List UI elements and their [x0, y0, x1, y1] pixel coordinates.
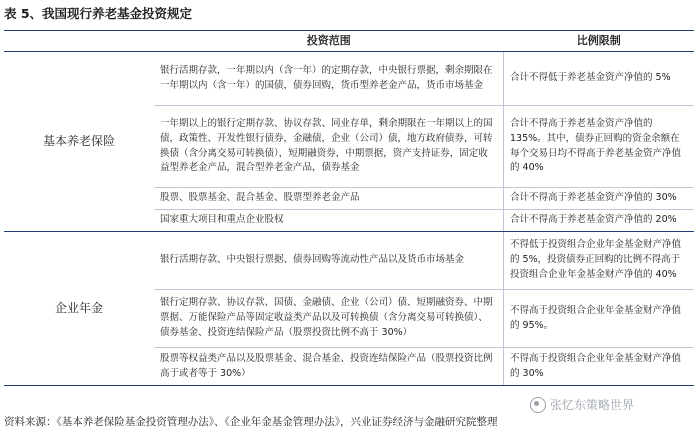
- investment-rules-table: [4, 30, 694, 386]
- table-row: [4, 52, 694, 106]
- scope-cell: 银行活期存款，一年期以内（含一年）的定期存款，中央银行票据，剩余期限在一年期以内（含一年）的国债，债券回购，货币型养老金产品，货币市场基金: [154, 52, 504, 106]
- scope-cell: 股票等权益类产品以及股票基金、混合基金、投资连结保险产品（股票投资比例高于或者等于 30%）: [154, 348, 504, 386]
- category-cell-basic-pension: 基本养老保险: [4, 52, 154, 232]
- source-note: 资料来源：《基本养老保险基金投资管理办法》、《企业年金基金管理办法》，兴业证券经济与金融研究院整理: [4, 416, 498, 428]
- limit-cell: 合计不得高于养老基金资产净值的 20%: [504, 210, 695, 232]
- header-category: [4, 31, 154, 52]
- scope-cell: 股票、股票基金、混合基金、股票型养老金产品: [154, 188, 504, 210]
- scope-cell: 一年期以上的银行定期存款、协议存款、同业存单，剩余期限在一年期以上的国债，政策性、开发性银行债券，金融债，企业（公司）债，地方政府债券，可转换债（含分离交易可转换债），短期融资券，中期票据，资产支持证券，固定收益型养老金产品，混合型养老金产品，债券基金: [154, 106, 504, 188]
- table-header-row: [4, 31, 694, 52]
- table-title: 表 5、我国现行养老基金投资规定: [4, 6, 193, 21]
- header-limit: 比例限制: [504, 31, 695, 52]
- category-cell-enterprise-annuity: 企业年金: [4, 232, 154, 386]
- scope-cell: 银行活期存款、中央银行票据、债券回购等流动性产品以及货币市场基金: [154, 232, 504, 290]
- table-row: [4, 232, 694, 290]
- limit-cell: 不得低于投资组合企业年金基金财产净值的 5%，投资债券正回购的比例不得高于投资组合企业年金基金财产净值的 40%: [504, 232, 695, 290]
- watermark-text: 张忆东策略世界: [550, 398, 635, 412]
- limit-cell: 不得高于投资组合企业年金基金财产净值的 95%。: [504, 290, 695, 348]
- limit-cell: 合计不得高于养老基金资产净值的 30%: [504, 188, 695, 210]
- scope-cell: 银行定期存款、协议存款、国债、金融债、企业（公司）债、短期融资券、中期票据、万能保险产品等固定收益类产品以及可转换债（含分离交易可转换债）、债券基金、投资连结保险产品（股票投资比例不高于 30%）: [154, 290, 504, 348]
- scope-cell: 国家重大项目和重点企业股权: [154, 210, 504, 232]
- limit-cell: 合计不得低于养老基金资产净值的 5%: [504, 52, 695, 106]
- limit-cell: 不得高于投资组合企业年金基金财产净值的 30%: [504, 348, 695, 386]
- watermark: [530, 396, 634, 413]
- header-scope: 投资范围: [154, 31, 504, 52]
- limit-cell: 合计不得高于养老基金资产净值的 135%。其中，债券正回购的资金余额在每个交易日均不得高于养老基金资产净值的 40%: [504, 106, 695, 188]
- wechat-icon: [530, 397, 546, 413]
